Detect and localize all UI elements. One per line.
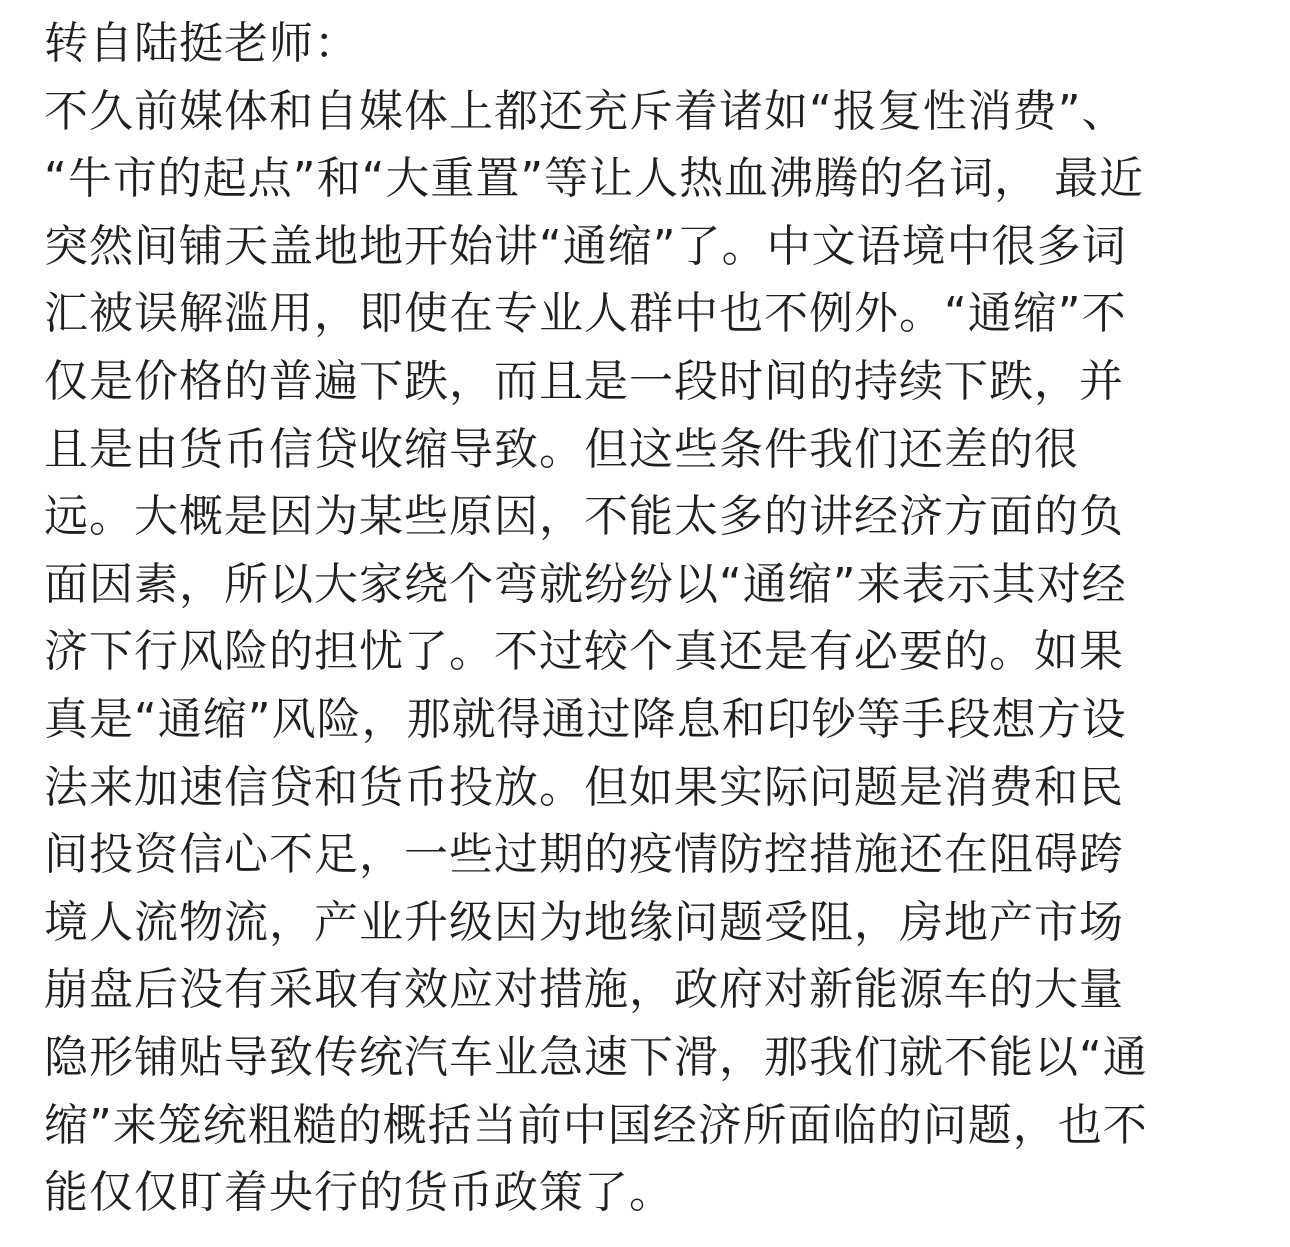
text-line-16: 缩”来笼统粗糙的概括当前中国经济所面临的问题，也不 xyxy=(44,1099,1148,1151)
text-line-14: 崩盘后没有采取有效应对措施，政府对新能源车的大量 xyxy=(44,964,1124,1016)
text-line-3: 突然间铺天盖地地开始讲“通缩”了。中文语境中很多词 xyxy=(44,220,1127,272)
text-line-10: 真是“通缩”风险，那就得通过降息和印钞等手段想方设 xyxy=(44,693,1127,745)
post-text xyxy=(44,10,1264,1227)
text-line-17: 能仅仅盯着央行的货币政策了。 xyxy=(44,1167,674,1219)
text-line-5: 仅是价格的普遍下跌，而且是一段时间的持续下跌，并 xyxy=(44,355,1124,407)
text-line-4: 汇被误解滥用，即使在专业人群中也不例外。“通缩”不 xyxy=(44,288,1127,340)
text-line-15: 隐形铺贴导致传统汽车业急速下滑，那我们就不能以“通 xyxy=(44,1031,1148,1083)
text-line-13: 境人流物流，产业升级因为地缘问题受阻，房地产市场 xyxy=(44,896,1124,948)
text-line-8: 面因素，所以大家绕个弯就纷纷以“通缩”来表示其对经 xyxy=(44,558,1127,610)
text-line-7: 远。大概是因为某些原因，不能太多的讲经济方面的负 xyxy=(44,491,1124,543)
text-line-6: 且是由货币信贷收缩导致。但这些条件我们还差的很 xyxy=(44,423,1079,475)
post-heading: 转自陆挺老师： xyxy=(44,18,359,69)
text-line-1: 不久前媒体和自媒体上都还充斥着诸如“报复性消费”、 xyxy=(44,85,1127,137)
text-line-12: 间投资信心不足，一些过期的疫情防控措施还在阻碍跨 xyxy=(44,829,1124,881)
text-line-9: 济下行风险的担忧了。不过较个真还是有必要的。如果 xyxy=(44,626,1124,678)
text-line-11: 法来加速信贷和货币投放。但如果实际问题是消费和民 xyxy=(44,761,1124,813)
text-line-2: “牛市的起点”和“大重置”等让人热血沸腾的名词， 最近 xyxy=(44,153,1145,205)
